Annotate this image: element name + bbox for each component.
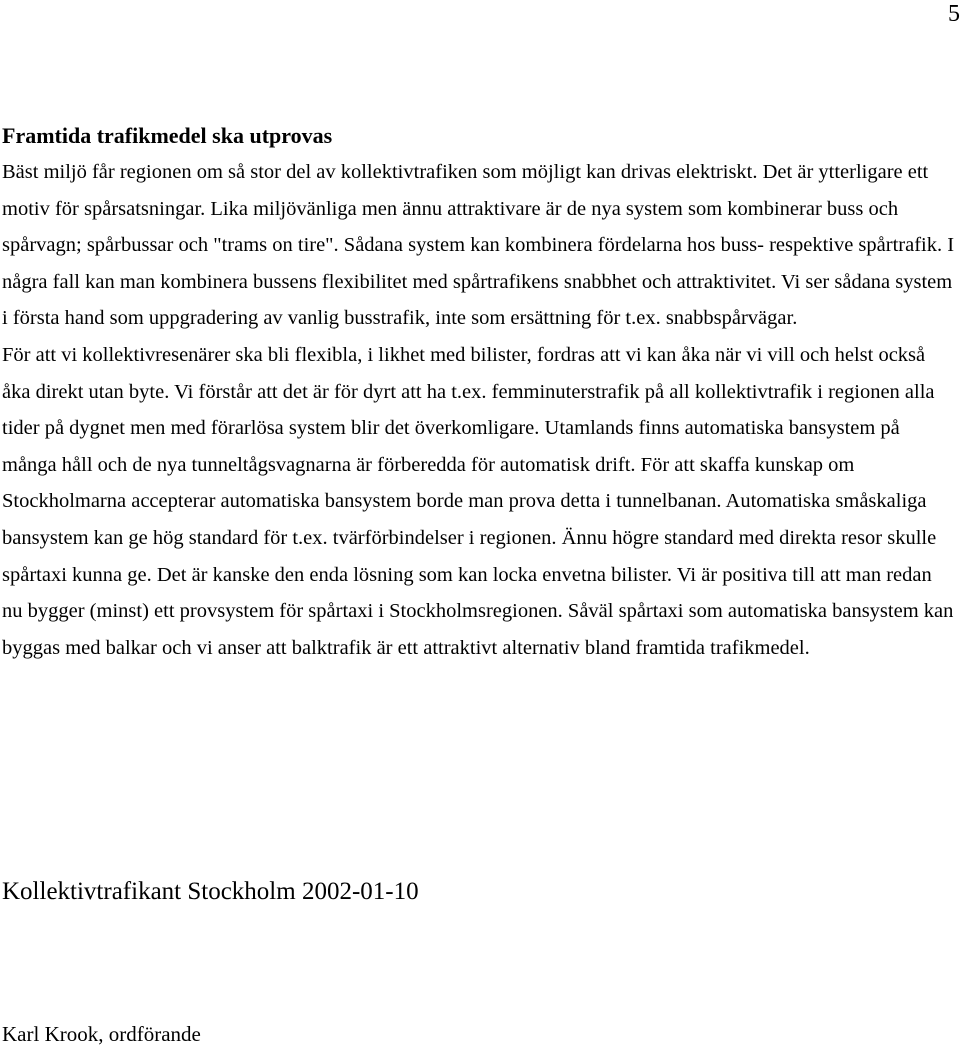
section-heading: Framtida trafikmedel ska utprovas xyxy=(2,123,333,148)
page-number: 5 xyxy=(948,1,960,27)
article-body xyxy=(2,117,956,666)
paragraph-2: För att vi kollektivresenärer ska bli flexibla, i likhet med bilister, fordras att vi kan åka när vi vill och helst också åka direkt utan byte. Vi förstår att det är för dyrt att ha t.ex. femminuterstrafik på all kollektivtrafik i regionen alla tider på dygnet men med förarlösa system blir det överkomligare. Utamlands finns automatiska bansystem på många håll och de nya tunneltågsvagnarna är förberedda för automatisk drift. För att skaffa kunskap om Stockholmarna accepterar automatiska bansystem borde man prova detta i tunnelbanan. Automatiska småskaliga bansystem kan ge hög standard för t.ex. tvärförbindelser i regionen. Ännu högre standard med direkta resor skulle spårtaxi kunna ge. Det är kanske den enda lösning som kan locka envetna bilister. Vi är positiva till att man redan nu bygger (minst) ett provsystem för spårtaxi i Stockholmsregionen. Såväl spårtaxi som automatiska bansystem kan byggas med balkar och vi anser att balktrafik är ett attraktivt alternativ bland framtida trafikmedel. xyxy=(2,343,954,659)
signature-line: Karl Krook, ordförande xyxy=(2,1022,201,1046)
organization-date-line: Kollektivtrafikant Stockholm 2002-01-10 xyxy=(2,878,419,905)
paragraph-1: Bäst miljö får regionen om så stor del av kollektivtrafiken som möjligt kan drivas elektriskt. Det är ytterligare ett motiv för spårsatsningar. Lika miljövänliga men ännu attraktivare är de nya system som kombinerar buss och spårvagn; spårbussar och "trams on tire". Sådana system kan kombinera fördelarna hos buss- respektive spårtrafik. I några fall kan man kombinera bussens flexibilitet med spårtrafikens snabbhet och attraktivitet. Vi ser sådana system i första hand som uppgradering av vanlig busstrafik, inte som ersättning för t.ex. snabbspårvägar. xyxy=(2,161,955,330)
